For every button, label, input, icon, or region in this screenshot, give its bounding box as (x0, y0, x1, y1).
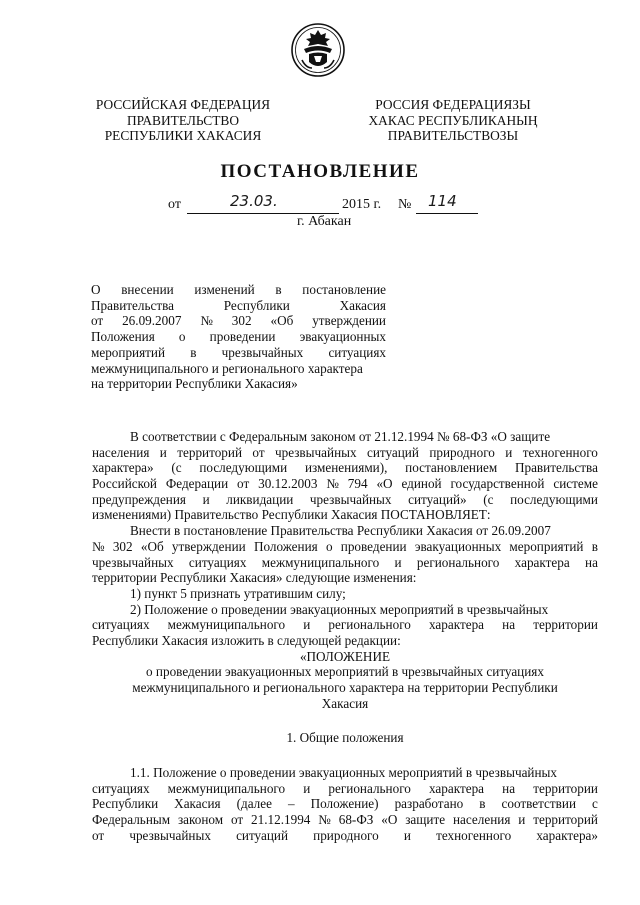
document-title: ПОСТАНОВЛЕНИЕ (220, 161, 420, 182)
subject-line: Положения о проведении эвакуационных (91, 329, 386, 345)
body-line: Республики Хакасия изложить в следующей редакции: (92, 632, 401, 648)
subject-line: Правительства Республики Хакасия (91, 297, 386, 313)
header-right-block (350, 97, 556, 144)
body-line: предупреждения и ликвидации чрезвычайных ситуаций» (с последующими (92, 491, 598, 507)
subject-line: О внесении изменений в постановление (91, 282, 386, 297)
header-left-line: РЕСПУБЛИКИ ХАКАСИЯ (104, 128, 262, 143)
body-line: населения и территорий от чрезвычайных ситуаций природного и техногенного (92, 444, 598, 460)
body-line: характера» (с последующими изменениями), постановлением Правительства (92, 460, 598, 476)
header-left-line: ПРАВИТЕЛЬСТВО (126, 112, 239, 128)
body-line: ситуациях межмуниципального и регионального характера на территории (92, 780, 598, 796)
body-line: 1) пункт 5 признать утратившим силу; (130, 585, 346, 601)
header-right-line: РОССИЯ ФЕДЕРАЦИЯЗЫ (375, 97, 531, 112)
date-prefix: от (168, 197, 181, 212)
year-text: 2015 г. (342, 197, 382, 212)
header-left-block (88, 97, 278, 144)
header-right-line: ПРАВИТЕЛЬСТВОЗЫ (387, 128, 519, 143)
spacer (92, 746, 598, 765)
section-heading: 1. Общие положения (286, 730, 404, 746)
subject-line: от 26.09.2007 № 302 «Об утверждении (91, 313, 386, 329)
body-line: Республики Хакасия (далее – Положение) разработано в соответствии с (92, 796, 598, 812)
coat-of-arms-emblem (290, 22, 346, 78)
body-line: изменениями) Правительство Республики Хакасия ПОСТАНОВЛЯЕТ: (92, 507, 491, 523)
handwritten-date: 23.03. (230, 192, 278, 210)
regulation-title-line: Хакасия (321, 695, 369, 711)
body-line: ситуациях межмуниципального и регионального характера на территории (92, 617, 598, 633)
city-name: г. Абакан (297, 214, 352, 229)
body-line: 1.1. Положение о проведении эвакуационных мероприятий в чрезвычайных (130, 765, 558, 781)
subject-line: на территории Республики Хакасия» (91, 376, 298, 392)
body-line: В соответствии с Федеральным законом от 21.12.1994 № 68-ФЗ «О защите (130, 429, 551, 444)
body-line: 2) Положение о проведении эвакуационных мероприятий в чрезвычайных (130, 601, 549, 617)
spacer (92, 711, 598, 730)
subject-line: межмуниципального и регионального характера (91, 360, 363, 376)
body-line: № 302 «Об утверждении Положения о проведении эвакуационных мероприятий в (92, 538, 598, 554)
regulation-title-line: межмуниципального и регионального характера на территории Республики (132, 680, 558, 695)
subject-line: мероприятий в чрезвычайных ситуациях (91, 344, 386, 360)
subject-block (91, 282, 386, 392)
body-line: Внести в постановление Правительства Республики Хакасия от 26.09.2007 (130, 523, 551, 539)
document-body (92, 429, 598, 844)
handwritten-number: 114 (428, 192, 457, 210)
number-prefix: № (398, 197, 412, 212)
body-line: территории Республики Хакасия» следующие изменения: (92, 570, 417, 586)
regulation-title-line: о проведении эвакуационных мероприятий в чрезвычайных ситуациях (146, 664, 544, 680)
body-line: чрезвычайных ситуациях межмуниципального и регионального характера на (92, 554, 598, 570)
header-right-line: ХАКАС РЕСПУБЛИКАНЫҢ (368, 112, 538, 128)
header-left-line: РОССИЙСКАЯ ФЕДЕРАЦИЯ (95, 97, 271, 112)
regulation-title-line: «ПОЛОЖЕНИЕ (299, 648, 391, 664)
body-line: от чрезвычайных ситуаций природного и техногенного характера» (92, 827, 598, 843)
body-line: Российской Федерации от 30.12.2003 № 794 «О единой государственной системе (92, 476, 598, 492)
body-line: Федеральным законом от 21.12.1994 № 68-ФЗ «О защите населения и территорий (92, 812, 598, 828)
